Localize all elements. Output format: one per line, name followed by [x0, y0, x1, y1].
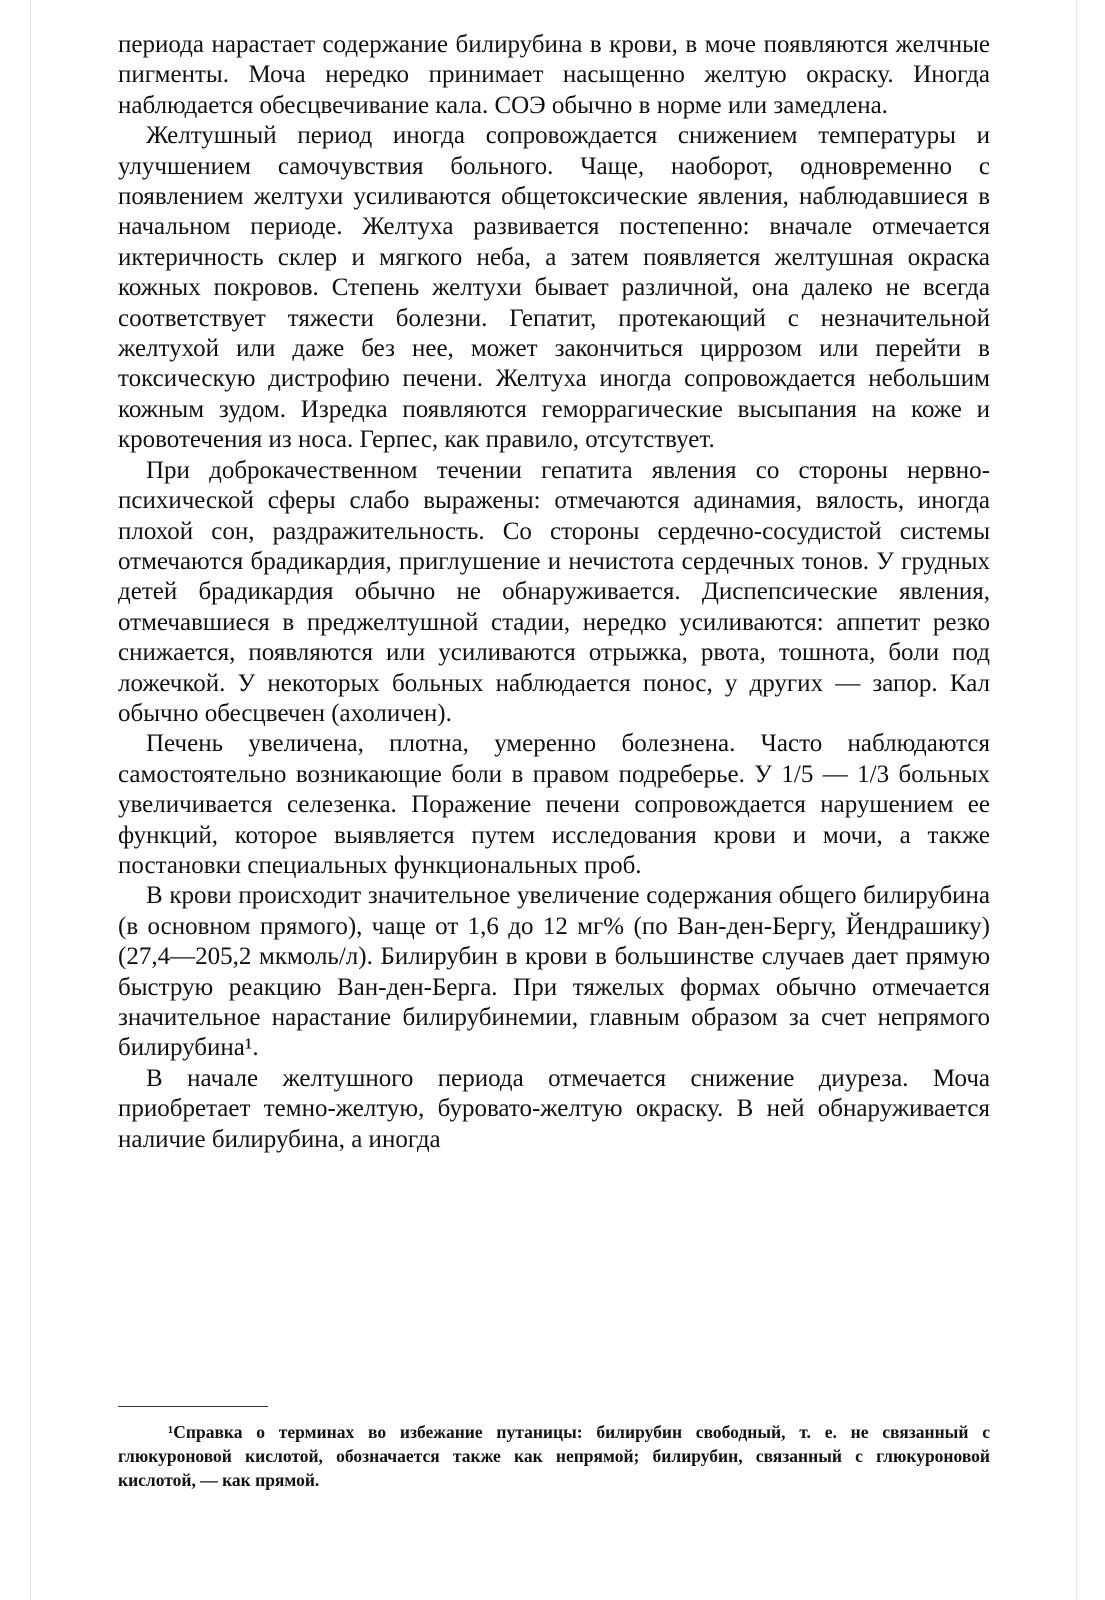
- body-text: [118, 30, 990, 1155]
- paragraph-5: В крови происходит значительное увеличение содержания общего билирубина (в основном прямого), чаще от 1,6 до 12 мг% (по Ван-ден-Бергу, Йендрашику) (27,4—205,2 мкмоль/л). Билирубин в крови в большинстве случаев дает прямую быструю реакцию Ван-ден-Берга. При тяжелых формах обычно отмечается значительное нарастание билирубинемии, главным образом за счет непрямого билирубина¹.: [118, 882, 990, 1062]
- footnote-separator: [118, 1406, 268, 1407]
- paragraph-6: В начале желтушного периода отмечается снижение диуреза. Моча приобретает темно-желтую, буровато-желтую окраску. В ней обнаруживается наличие билирубина, а иногда: [118, 1064, 990, 1153]
- paragraph-1: периода нарастает содержание билирубина в крови, в моче появляются желчные пигменты. Моча нередко принимает насыщенно желтую окраску. Иногда наблюдается обесцвечивание кала. СОЭ обычно в норме или замедлена.: [118, 31, 990, 119]
- paragraph-3: При доброкачественном течении гепатита явления со стороны нервно-психической сферы слабо выражены: отмечаются адинамия, вялость, иногда плохой сон, раздражительность. Со стороны сердечно-сосудистой системы отмечаются брадикардия, приглушение и нечистота сердечных тонов. У грудных детей брадикардия обычно не обнаруживается. Диспепсические явления, отмечавшиеся в преджелтушной стадии, нередко усиливаются: аппетит резко снижается, появляются или усиливаются отрыжка, рвота, тошнота, боли под ложечкой. У некоторых больных наблюдается понос, у других — запор. Кал обычно обесцвечен (ахоличен).: [118, 456, 990, 727]
- footnote: ¹Справка о терминах во избежание путаницы: билирубин свободный, т. е. не связанный с глюкуроновой кислотой, обозначается также как непрямой; билирубин, связанный с глюкуроновой кислотой, — как прямой.: [118, 1422, 990, 1490]
- paragraph-4: Печень увеличена, плотна, умеренно болезнена. Часто наблюдаются самостоятельно возникающие боли в правом подреберье. У 1/5 — 1/3 больных увеличивается селезенка. Поражение печени сопровождается нарушением ее функций, которое выявляется путем исследования крови и мочи, а также постановки специальных функциональных проб.: [118, 730, 990, 879]
- paragraph-2: Желтушный период иногда сопровождается снижением температуры и улучшением самочувствия больного. Чаще, наоборот, одновременно с появлением желтухи усиливаются общетоксические явления, наблюдавшиеся в начальном периоде. Желтуха развивается постепенно: вначале отмечается иктеричность склер и мягкого неба, а затем появляется желтушная окраска кожных покровов. Степень желтухи бывает различной, она далеко не всегда соответствует тяжести болезни. Гепатит, протекающий с незначительной желтухой или даже без нее, может закончиться циррозом или перейти в токсическую дистрофию печени. Желтуха иногда сопровождается небольшим кожным зудом. Изредка появляются геморрагические высыпания на коже и кровотечения из носа. Герпес, как правило, отсутствует.: [118, 122, 990, 454]
- page-edge-left: [30, 0, 31, 1600]
- page-edge-right: [1076, 0, 1077, 1600]
